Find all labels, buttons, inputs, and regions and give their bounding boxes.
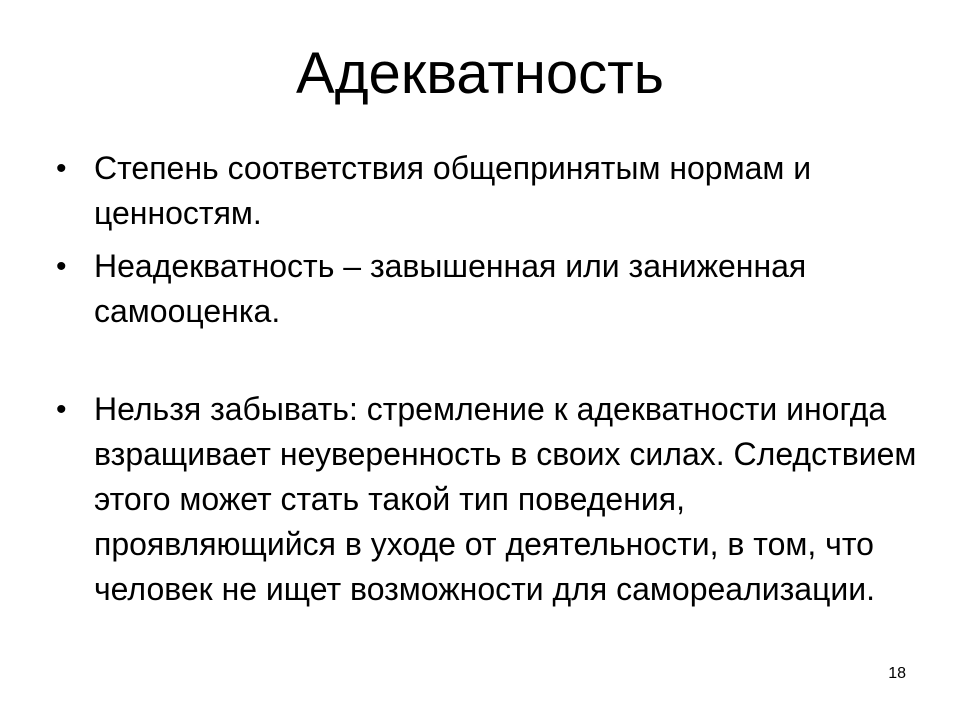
- bullet-dot-icon: •: [56, 393, 67, 426]
- bullet-text: Неадекватность – завышенная или заниженная самооценка.: [94, 248, 807, 329]
- bullet-list: [56, 146, 926, 612]
- bullet-item: [56, 244, 926, 334]
- bullet-dot-icon: •: [56, 152, 67, 185]
- slide-title: Адекватность: [296, 41, 664, 106]
- bullet-dot-icon: •: [56, 250, 67, 283]
- bullet-item: [56, 146, 926, 236]
- bullet-text: Нельзя забывать: стремление к адекватности иногда взращивает неуверенность в своих силах. Следствием этого может стать такой тип поведения, проявляющийся в уходе от деятельности, в том, что человек не ищет возможности для самореализации.: [94, 391, 917, 607]
- bullet-text: Степень соответствия общепринятым нормам и ценностям.: [94, 150, 812, 231]
- bullet-item: [56, 387, 926, 612]
- page-number: 18: [888, 665, 906, 682]
